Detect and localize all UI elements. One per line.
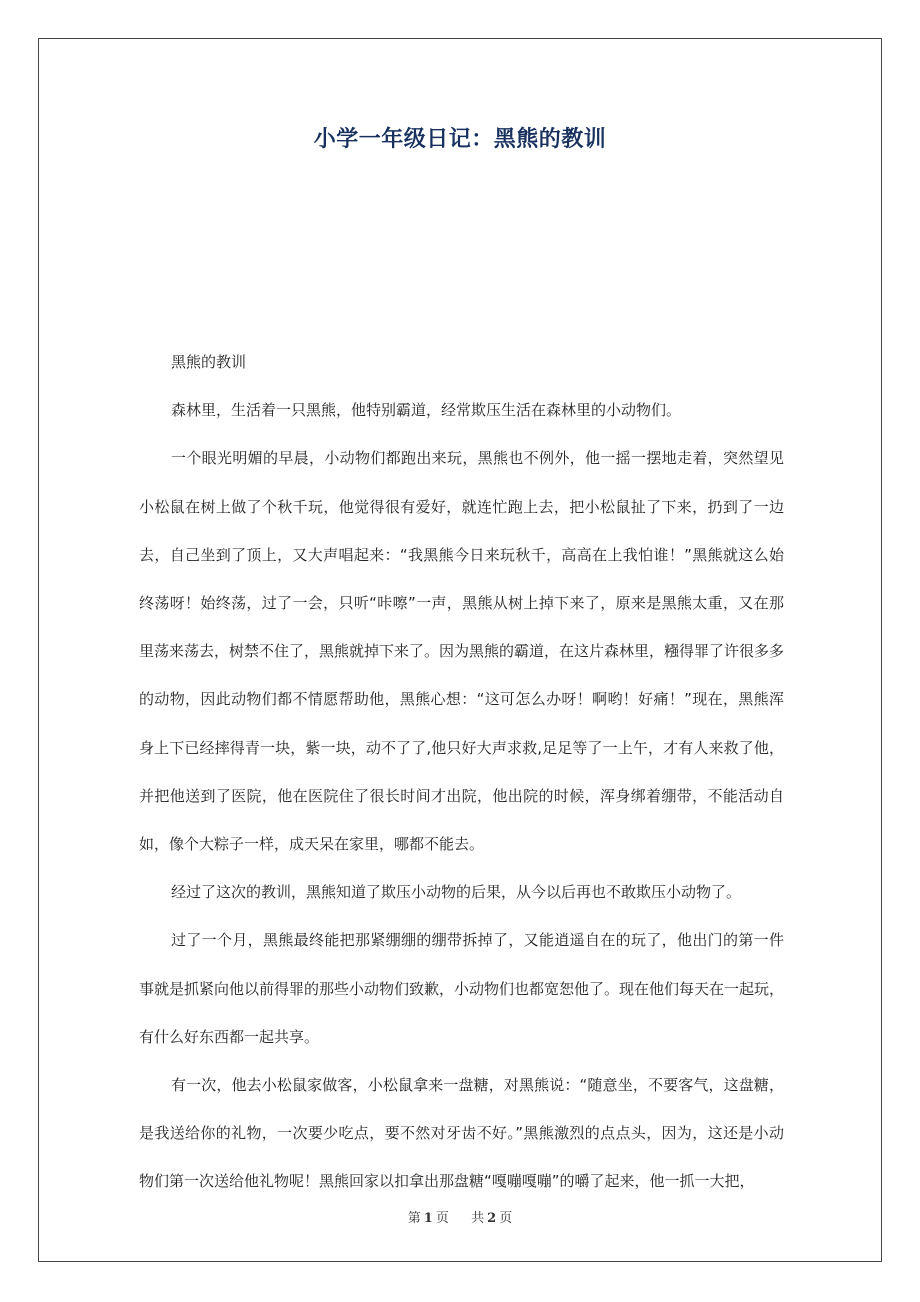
document-body	[139, 338, 784, 1206]
paragraph: 过了一个月，黑熊最终能把那紧绷绷的绷带拆掉了，又能逍遥自在的玩了，他出门的第一件事就是抓紧向他以前得罪的那些小动物们致歉，小动物们也都宽恕他了。现在他们每天在一起玩，有什么好东西都一起共享。	[139, 931, 785, 1046]
page-footer	[0, 1207, 920, 1226]
page-prefix: 第	[407, 1211, 421, 1226]
total-pages: 2	[487, 1211, 497, 1226]
paragraph: 森林里，生活着一只黑熊，他特别霸道，经常欺压生活在森林里的小动物们。	[171, 401, 682, 420]
paragraph: 一个眼光明媚的早晨，小动物们都跑出来玩，黑熊也不例外，他一摇一摆地走着，突然望见小松鼠在树上做了个秋千玩，他觉得很有爱好，就连忙跑上去，把小松鼠扯了下来，扔到了一边去，自己坐到了顶上，又大声唱起来：“我黑熊今日来玩秋千，高高在上我怕谁！”黑熊就这么始终荡呀！始终荡，过了一会，只听“咔嚓”一声，黑熊从树上掉下来了，原来是黑熊太重，又在那里荡来荡去，树禁不住了，黑熊就掉下来了。因为黑熊的霸道，在这片森林里，糨得罪了许很多多的动物，因此动物们都不情愿帮助他，黑熊心想：“这可怎么办呀！啊哟！好痛！”现在，黑熊浑身上下已经摔得青一块，紫一块，动不了了,他只好大声求救,足足等了一上午，才有人来救了他，并把他送到了医院，他在医院住了很长时间才出院，他出院的时候，浑身绑着绷带，不能活动自如，像个大粽子一样，成天呆在家里，哪都不能去。	[139, 449, 785, 854]
page-number: 1	[423, 1211, 433, 1226]
page-suffix: 页	[435, 1211, 449, 1226]
paragraph-heading: 黑熊的教训	[171, 353, 247, 371]
document-title: 小学一年级日记：黑熊的教训	[313, 127, 607, 152]
total-suffix: 页	[499, 1211, 513, 1226]
paragraph: 有一次，他去小松鼠家做客，小松鼠拿来一盘糖，对黑熊说：“随意坐，不要客气，这盘糖，是我送给你的礼物，一次要少吃点，要不然对牙齿不好。”黑熊激烈的点点头，因为，这还是小动物们第一次送给他礼物呢！黑熊回家以扣拿出那盘糖“嘎嘣嘎嘣”的嚼了起来，他一抓一大把，	[139, 1076, 784, 1191]
paragraph: 经过了这次的教训，黑熊知道了欺压小动物的后果，从今以后再也不敢欺压小动物了。	[171, 883, 742, 902]
total-prefix: 共	[471, 1211, 485, 1226]
